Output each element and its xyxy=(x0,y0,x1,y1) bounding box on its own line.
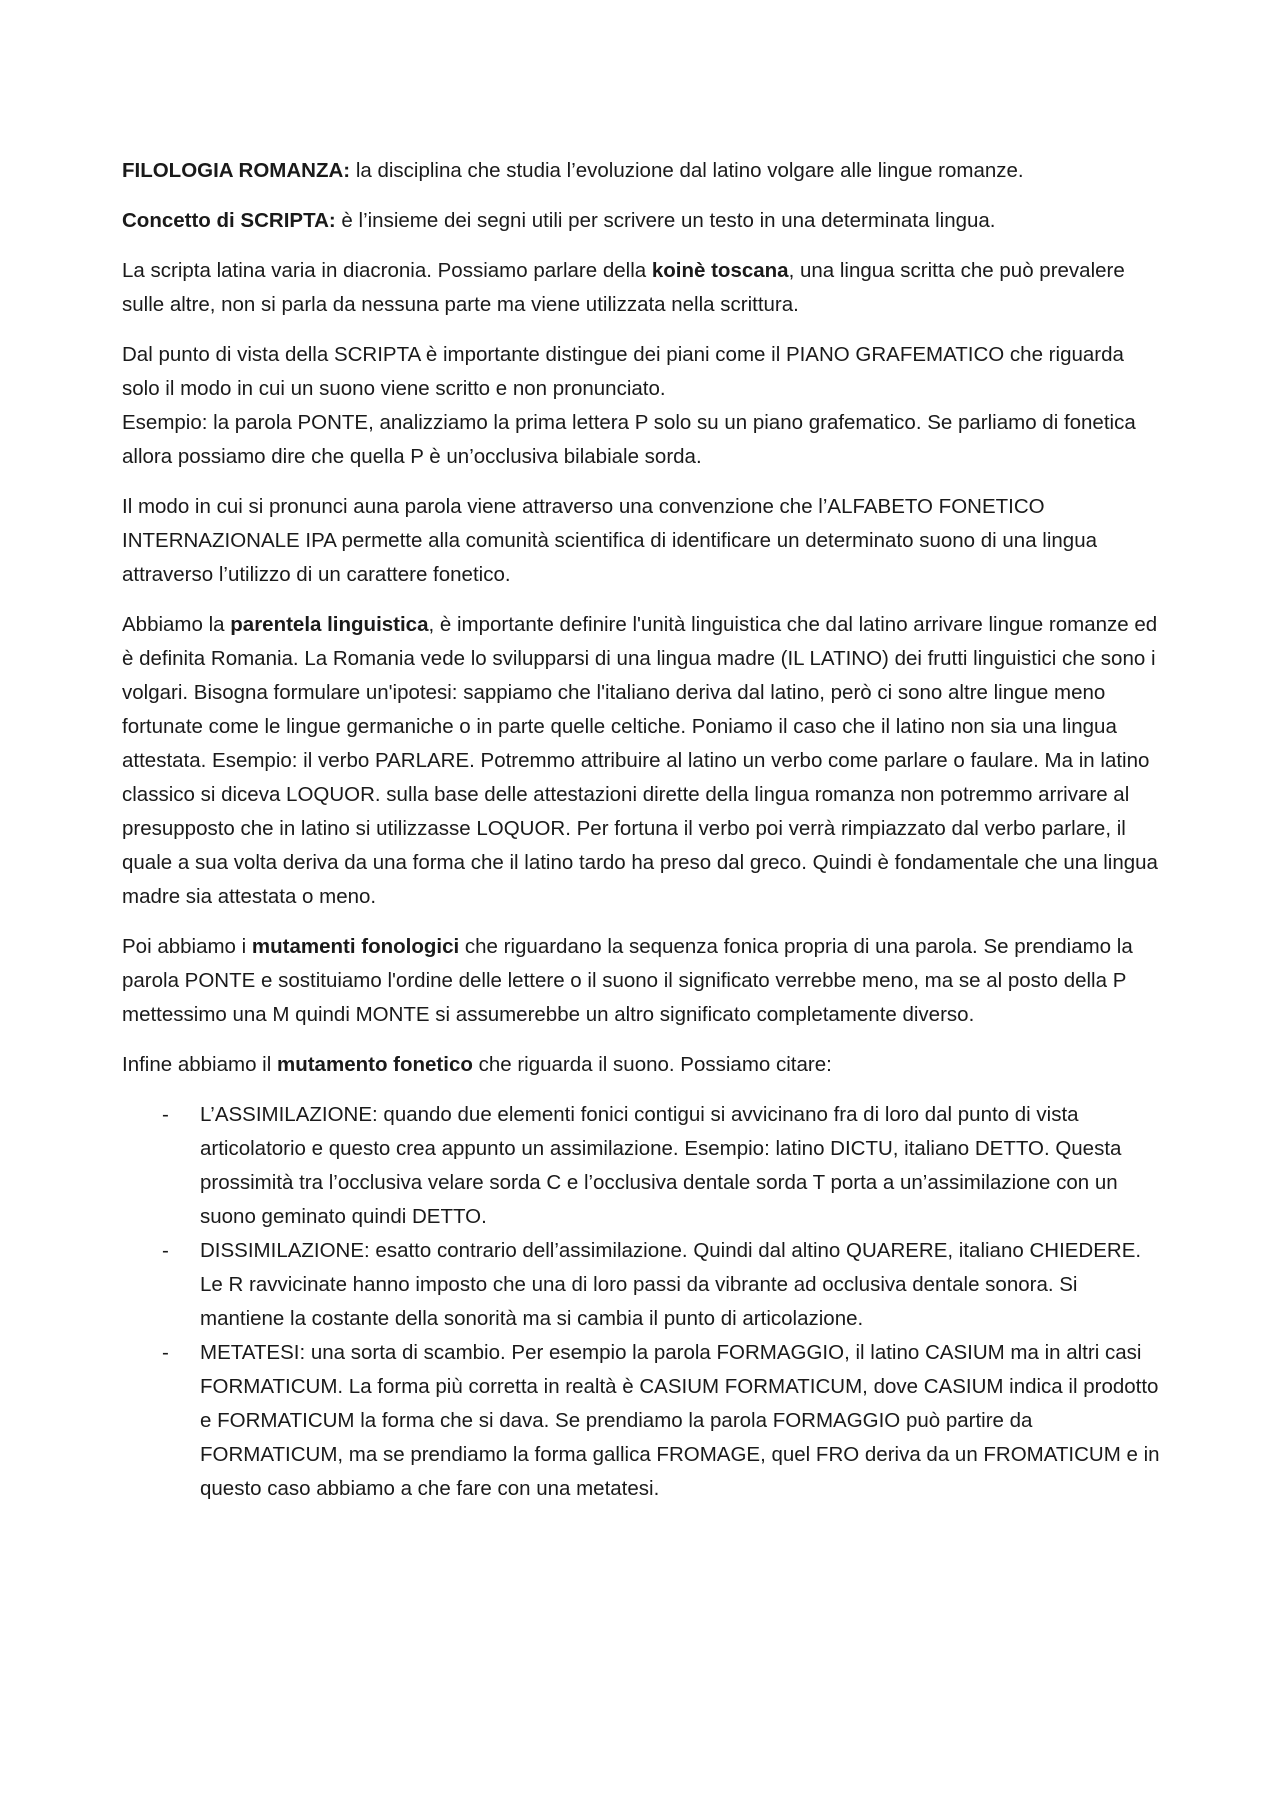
paragraph-piano-grafematico xyxy=(122,338,1162,406)
paragraph-parentela-linguistica xyxy=(122,608,1162,914)
paragraph-text: Esempio: la parola PONTE, analizziamo la prima lettera P solo su un piano grafematico. Se parliamo di fonetica allora possiamo dire che quella P è un’occlusiva bilabiale sorda. xyxy=(122,411,1136,468)
paragraph-mutamento-fonetico xyxy=(122,1048,1162,1082)
paragraph-ipa xyxy=(122,490,1162,592)
paragraph-scripta xyxy=(122,204,1162,238)
list-item-text: DISSIMILAZIONE: esatto contrario dell’assimilazione. Quindi dal altino QUARERE, italiano CHIEDERE. Le R ravvicinate hanno imposto che una di loro passi da vibrante ad occlusiva dentale sonora. Si mantiene la costante della sonorità ma si cambia il punto di articolazione. xyxy=(200,1239,1142,1330)
paragraph-text: Poi abbiamo i xyxy=(122,935,252,958)
paragraph-text: La scripta latina varia in diacronia. Possiamo parlare della xyxy=(122,259,652,282)
list-item-text: METATESI: una sorta di scambio. Per esempio la parola FORMAGGIO, il latino CASIUM ma in altri casi FORMATICUM. La forma più corretta in realtà è CASIUM FORMATICUM, dove CASIUM indica il prodotto e FORMATICUM la forma che si dava. Se prendiamo la parola FORMAGGIO può partire da FORMATICUM, ma se prendiamo la forma gallica FROMAGE, quel FRO deriva da un FROMATICUM e in questo caso abbiamo a che fare con una metatesi. xyxy=(200,1341,1160,1500)
paragraph-text: che riguardano la sequenza fonica propria di una parola. Se prendiamo la parola PONTE e sostituiamo l'ordine delle lettere o il suono il significato verrebbe meno, ma se al posto della P mettessimo una M quindi MONTE si assumerebbe un altro significato completamente diverso. xyxy=(122,935,1133,1026)
paragraph-text: che riguarda il suono. Possiamo citare: xyxy=(472,1053,832,1076)
paragraph-text: , è importante definire l'unità linguistica che dal latino arrivare lingue romanze ed è definita Romania. La Romania vede lo svilupparsi di una lingua madre (IL LATINO) dei frutti linguistici che sono i volgari. Bisogna formulare un'ipotesi: sappiamo che l'italiano deriva dal latino, però ci sono altre lingue meno fortunate come le lingue germaniche o in parte quelle celtiche. Poniamo il caso che il latino non sia una lingua attestata. Esempio: il verbo PARLARE. Potremmo attribuire al latino un verbo come parlare o faulare. Ma in latino classico si diceva LOQUOR. sulla base delle attestazioni dirette della lingua romanza non potremmo arrivare al presupposto che in latino si utilizzasse LOQUOR. Per fortuna il verbo poi verrà rimpiazzato dal verbo parlare, il quale a sua volta deriva da una forma che il latino tardo ha preso dal greco. Quindi è fondamentale che una lingua madre sia attestata o meno. xyxy=(122,613,1158,908)
paragraph-koine-toscana xyxy=(122,254,1162,322)
definition-text: è l’insieme dei segni utili per scrivere un testo in una determinata lingua. xyxy=(335,209,996,232)
list-bullet-dash: - xyxy=(162,1239,169,1262)
term-koine-toscana: koinè toscana xyxy=(651,259,789,282)
paragraph-filologia-romanza xyxy=(122,154,1162,188)
list-bullet-dash: - xyxy=(162,1341,169,1364)
paragraph-text: Il modo in cui si pronunci auna parola viene attraverso una convenzione che l’ALFABETO FONETICO INTERNAZIONALE IPA permette alla comunità scientifica di identificare un determinato suono di una lingua attraverso l’utilizzo di un carattere fonetico. xyxy=(122,495,1098,586)
paragraph-text: Abbiamo la xyxy=(122,613,231,636)
mutamento-fonetico-list xyxy=(122,1098,1162,1506)
term-parentela-linguistica: parentela linguistica xyxy=(230,613,429,636)
list-item-text: L’ASSIMILAZIONE: quando due elementi fonici contigui si avvicinano fra di loro dal punto di vista articolatorio e questo crea appunto un assimilazione. Esempio: latino DICTU, italiano DETTO. Questa prossimità tra l’occlusiva velare sorda C e l’occlusiva dentale sorda T porta a un’assimilazione con un suono geminato quindi DETTO. xyxy=(200,1103,1122,1228)
term-mutamento-fonetico: mutamento fonetico xyxy=(276,1053,473,1076)
paragraph-mutamenti-fonologici xyxy=(122,930,1162,1032)
paragraph-text: Infine abbiamo il xyxy=(122,1053,277,1076)
term-mutamenti-fonologici: mutamenti fonologici xyxy=(251,935,460,958)
paragraph-text: Dal punto di vista della SCRIPTA è importante distingue dei piani come il PIANO GRAFEMATICO che riguarda solo il modo in cui un suono viene scritto e non pronunciato. xyxy=(122,343,1124,400)
term-scripta: Concetto di SCRIPTA: xyxy=(122,209,336,232)
list-bullet-dash: - xyxy=(162,1103,169,1126)
paragraph-text: , una lingua scritta che può prevalere sulle altre, non si parla da nessuna parte ma viene utilizzata nella scrittura. xyxy=(122,259,1125,316)
term-filologia-romanza: FILOLOGIA ROMANZA: xyxy=(122,159,351,182)
list-item-assimilazione xyxy=(122,1098,1162,1234)
paragraph-esempio-ponte xyxy=(122,406,1162,474)
list-item-metatesi xyxy=(122,1336,1162,1506)
list-item-dissimilazione xyxy=(122,1234,1162,1336)
definition-text: la disciplina che studia l’evoluzione dal latino volgare alle lingue romanze. xyxy=(350,159,1024,182)
